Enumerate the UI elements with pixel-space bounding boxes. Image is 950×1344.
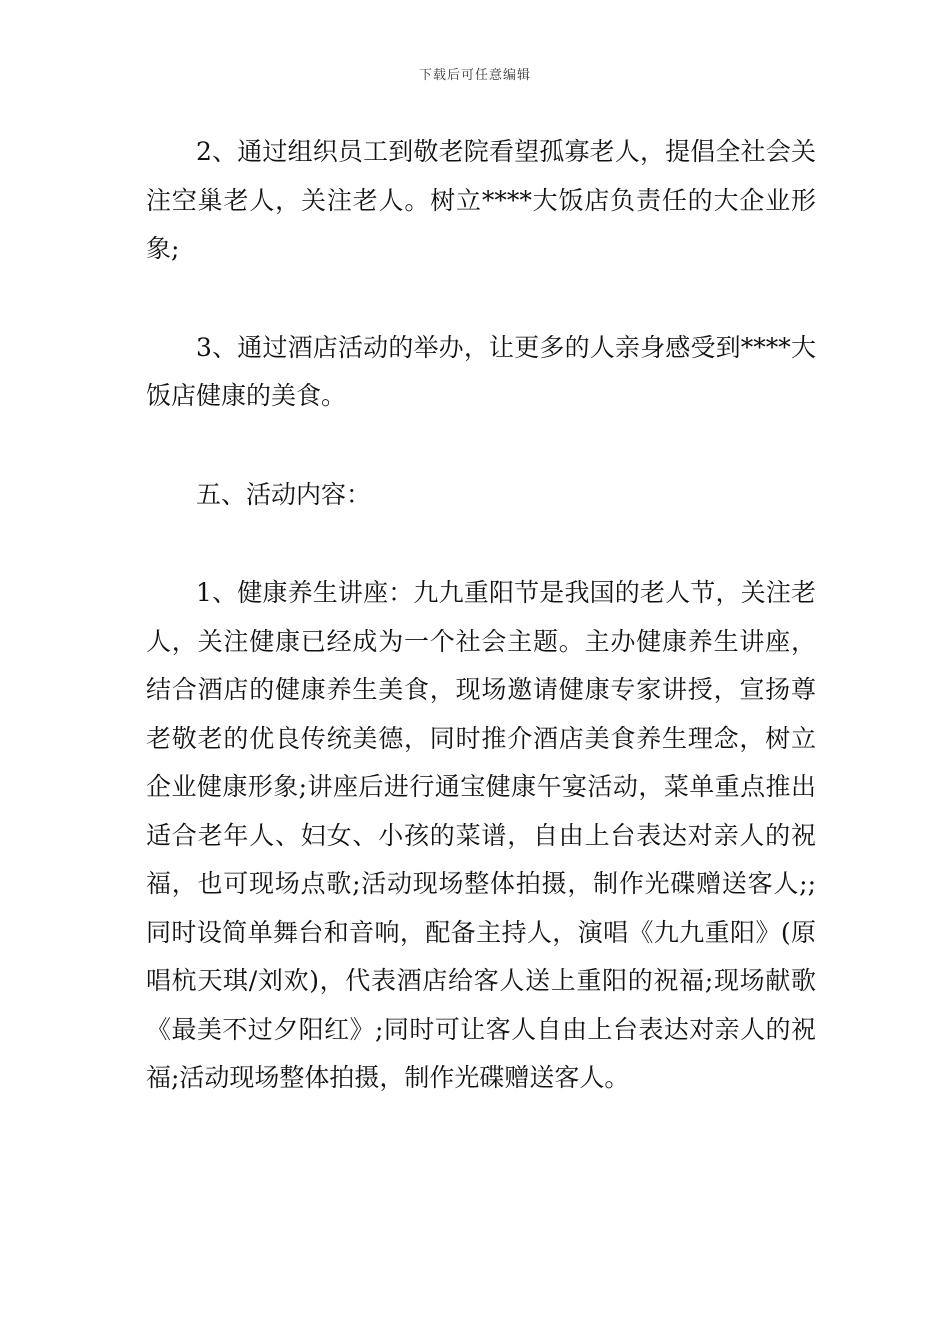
paragraph-spacer	[146, 421, 816, 471]
document-body	[146, 128, 816, 1103]
paragraph-objective-2: 2、通过组织员工到敬老院看望孤寡老人，提倡全社会关注空巢老人，关注老人。树立****大饭店负责任的大企业形象;	[146, 137, 816, 263]
paragraph-spacer	[146, 274, 816, 324]
paragraph-spacer	[146, 519, 816, 569]
section-heading-activity-content: 五、活动内容：	[196, 479, 372, 509]
paragraph-health-lecture: 1、健康养生讲座：九九重阳节是我国的老人节，关注老人，关注健康已经成为一个社会主题。主办健康养生讲座，结合酒店的健康养生美食，现场邀请健康专家讲授，宣扬尊老敬老的优良传统美德，同时推介酒店美食养生理念，树立企业健康形象;讲座后进行通宝健康午宴活动，菜单重点推出适合老年人、妇女、小孩的菜谱，自由上台表达对亲人的祝福，也可现场点歌;活动现场整体拍摄，制作光碟赠送客人;;同时设简单舞台和音响，配备主持人，演唱《九九重阳》(原唱杭天琪/刘欢)，代表酒店给客人送上重阳的祝福;现场献歌《最美不过夕阳红》;同时可让客人自由上台表达对亲人的祝福;活动现场整体拍摄，制作光碟赠送客人。	[146, 578, 816, 1092]
paragraph-objective-3: 3、通过酒店活动的举办，让更多的人亲身感受到****大饭店健康的美食。	[146, 332, 816, 410]
header-note: 下载后可任意编辑	[418, 68, 531, 83]
